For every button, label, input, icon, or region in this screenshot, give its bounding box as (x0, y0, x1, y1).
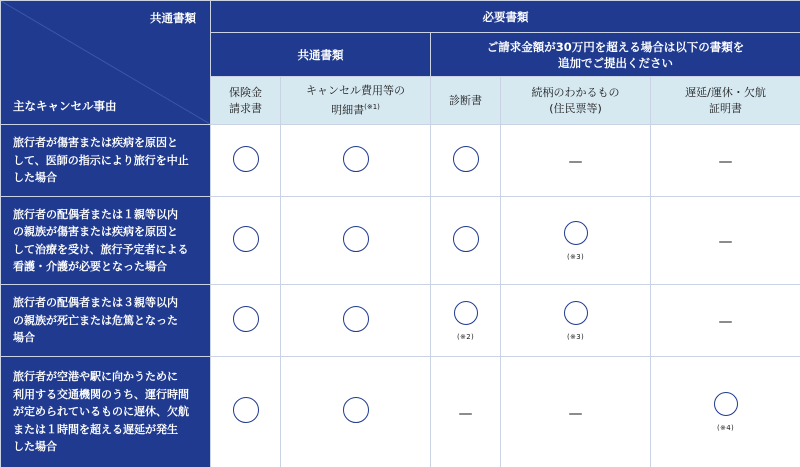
footnote-marker: (※4) (717, 424, 735, 432)
reasons-body (1, 125, 800, 467)
col-header-relationship-proof (501, 77, 651, 125)
reason-line: 旅行者が空港や駅に向かうために (13, 370, 178, 384)
requirement-cell (431, 285, 501, 357)
requirement-cell (501, 357, 651, 467)
required-circle-icon (564, 221, 588, 245)
reason-line: 場合 (13, 331, 35, 345)
footnote-marker: (※2) (457, 332, 474, 341)
not-required-dash: — (568, 154, 583, 170)
reason-line: の親族が傷害または疾病を原因と (13, 225, 178, 238)
col-header-line1: キャンセル費用等の (306, 83, 405, 97)
col-header-cancellation-statement (281, 77, 431, 125)
corner-top-label: 共通書類 (150, 11, 196, 25)
required-circle-icon (233, 226, 259, 252)
col-header-line2: 証明書 (709, 101, 743, 115)
col-header-note: (※1) (364, 102, 380, 111)
reason-line: した場合 (13, 440, 57, 454)
required-circle-icon (343, 306, 369, 332)
not-required-dash: — (718, 314, 733, 330)
requirement-cell (211, 285, 281, 357)
required-docs-header: 必要書類 (211, 1, 800, 33)
requirement-cell (651, 197, 800, 285)
col-header-line2: 請求書 (229, 101, 262, 115)
reason-line: が定められているものに遅休、欠航 (13, 405, 189, 419)
additional-docs-line2: 追加でご提出ください (558, 55, 674, 70)
additional-docs-header (431, 33, 800, 77)
reason-line: または１時間を超える遅延が発生 (13, 422, 178, 436)
reason-line: 旅行者の配偶者または３親等以内 (13, 296, 178, 310)
requirement-cell (431, 125, 501, 197)
cancellation-reason-cell (1, 357, 211, 467)
required-circle-icon (454, 301, 478, 325)
requirement-cell (651, 357, 800, 467)
requirement-cell (501, 285, 651, 357)
not-required-dash: — (718, 154, 733, 170)
not-required-dash: — (458, 405, 473, 422)
cancellation-reason-cell (1, 197, 211, 285)
requirement-cell (501, 197, 651, 285)
col-header-delay-certificate (651, 77, 800, 125)
required-circle-icon (343, 397, 369, 423)
requirement-cell (431, 197, 501, 285)
col-header-line2-text: 明細書 (331, 103, 365, 117)
col-header-line2: (住民票等) (549, 101, 602, 115)
requirement-cell (281, 285, 431, 357)
reason-line: した場合 (13, 171, 57, 185)
required-circle-icon (233, 146, 259, 172)
not-required-dash: — (718, 234, 733, 250)
required-circle-icon (453, 146, 479, 172)
additional-docs-line1: ご請求金額が30万円を超える場合は以下の書類を (486, 39, 745, 54)
col-header-line1: 遅延/運休・欠航 (685, 85, 766, 99)
required-circle-icon (233, 397, 259, 423)
col-header-line1: 保険金 (229, 85, 262, 99)
requirement-cell (281, 197, 431, 285)
reason-line: 利用する交通機関のうち、運行時間 (13, 387, 189, 401)
header-corner-cell (1, 1, 211, 125)
required-circle-icon (233, 306, 259, 332)
requirement-cell (211, 125, 281, 197)
cancellation-reason-cell (1, 285, 211, 357)
reason-line: して、医師の指示により旅行を中止 (13, 153, 189, 167)
col-header-line1: 続柄のわかるもの (531, 85, 620, 99)
corner-bottom-label: 主なキャンセル事由 (13, 99, 117, 113)
required-circle-icon (564, 301, 588, 325)
table-row (1, 197, 800, 285)
required-circle-icon (343, 146, 369, 172)
col-header-medical-certificate (431, 77, 501, 125)
requirement-cell (281, 125, 431, 197)
col-header-claim-form (211, 77, 281, 125)
requirement-cell (501, 125, 651, 197)
requirement-cell (651, 125, 800, 197)
required-circle-icon (343, 226, 369, 252)
cancellation-reason-cell (1, 125, 211, 197)
requirement-cell (431, 357, 501, 467)
col-header-line1: 診断書 (449, 93, 482, 107)
table-row (1, 285, 800, 357)
table-row (1, 125, 800, 197)
footnote-marker: (※3) (567, 332, 584, 341)
required-circle-icon (714, 392, 738, 416)
requirement-cell (281, 357, 431, 467)
reason-line: して治療を受け、旅行予定者による (13, 242, 189, 256)
reason-line: 看護・介護が必要となった場合 (13, 260, 167, 273)
requirement-cell (651, 285, 800, 357)
footnote-marker: (※3) (567, 252, 584, 261)
reason-line: 旅行者の配偶者または１親等以内 (13, 207, 178, 221)
reason-line: の親族が死亡または危篤となった (13, 313, 178, 327)
col-header-line2 (281, 99, 430, 119)
requirement-cell (211, 357, 281, 467)
not-required-dash: — (568, 405, 583, 422)
common-docs-header: 共通書類 (211, 33, 431, 77)
requirement-cell (211, 197, 281, 285)
reason-line: 旅行者が傷害または疾病を原因と (13, 136, 178, 150)
required-circle-icon (453, 226, 479, 252)
table-row (1, 357, 800, 467)
